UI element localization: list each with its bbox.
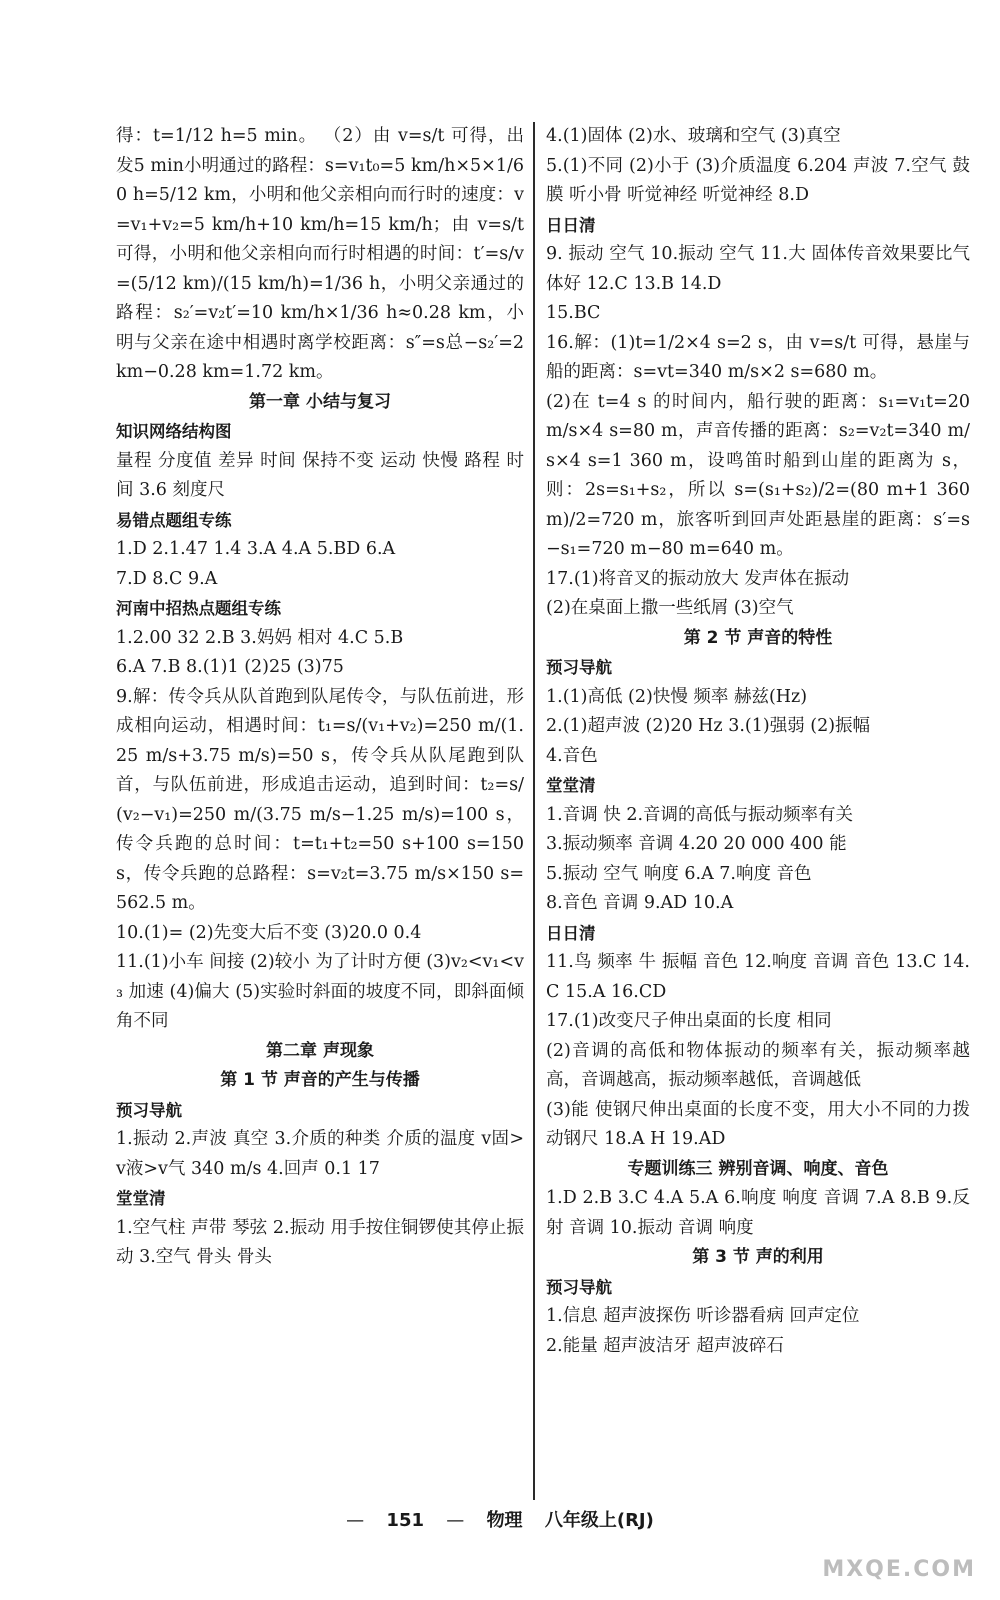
answer-paragraph: 17.(1)改变尺子伸出桌面的长度 相同 <box>546 1011 832 1031</box>
section-heading: 河南中招热点题组专练 <box>116 599 281 618</box>
section-heading: 易错点题组专练 <box>116 510 232 530</box>
watermark-logo: MXQE.COM <box>822 1557 976 1582</box>
answer-paragraph: 1.(1)高低 (2)快慢 频率 赫兹(Hz) <box>546 686 808 707</box>
answer-paragraph: 2.(1)超声波 (2)20 Hz 3.(1)强弱 (2)振幅 <box>546 716 871 736</box>
section-heading: 预习导航 <box>546 1277 612 1297</box>
answer-paragraph: 9.解：传令兵从队首跑到队尾传令，与队伍前进，形成相向运动，相遇时间：t₁=s/(v₁+v₂)=250 m/(1.25 m/s+3.75 m/s)=50 s，传令兵从队尾跑到队首，与队伍前进，形成追击运动，追到时间：t₂=s/(v₂−v₁)=250 m/(3.75 m/s−1.25 m/s)=100 s，传令兵跑的总时间：t=t₁+t₂=50 s+100 s=150 s，传令兵跑的总路程：s=v₂t=3.75 m/s×150 s=562.5 m。 <box>116 686 524 913</box>
section-heading: 堂堂清 <box>546 776 596 795</box>
chapter-heading: 第一章 小结与复习 <box>249 391 391 412</box>
answer-paragraph: 1.信息 超声波探伤 听诊器看病 回声定位 <box>546 1306 860 1326</box>
footer-dash-right: — <box>446 1510 465 1531</box>
chapter-heading: 第 2 节 声音的特性 <box>683 627 833 648</box>
answer-paragraph: (3)能 使钢尺伸出桌面的长度不变，用大小不同的力拨动钢尺 18.A H 19.AD <box>546 1099 970 1149</box>
answer-paragraph: 11.鸟 频率 牛 振幅 音色 12.响度 音调 音色 13.C 14.C 15.A 16.CD <box>546 952 970 1002</box>
answer-paragraph: (2)在桌面上撒一些纸屑 (3)空气 <box>546 598 794 618</box>
answer-paragraph: 2.能量 超声波洁牙 超声波碎石 <box>546 1335 784 1356</box>
answer-paragraph: (2)在 t=4 s 的时间内，船行驶的距离：s₁=v₁t=20 m/s×4 s=80 m，声音传播的距离：s₂=v₂t=340 m/s×4 s=1 360 m，设鸣笛时船到山崖的距离为 s，则：2s=s₁+s₂，所以 s=(s₁+s₂)/2=(80 m+1 360 m)/2=720 m，旅客听到回声处距悬崖的距离：s′=s−s₁=720 m−80 m=640 m。 <box>546 391 970 559</box>
answer-paragraph: 16.解：(1)t=1/2×4 s=2 s，由 v=s/t 可得，悬崖与船的距离：s=vt=340 m/s×2 s=680 m。 <box>546 332 970 382</box>
answer-paragraph: 量程 分度值 差异 时间 保持不变 运动 快慢 路程 时间 3.6 刻度尺 <box>116 450 524 500</box>
answer-paragraph: 1.音调 快 2.音调的高低与振动频率有关 <box>546 804 854 825</box>
chapter-heading: 第 1 节 声音的产生与传播 <box>220 1070 420 1090</box>
answer-paragraph: 9. 振动 空气 10.振动 空气 11.大 固体传音效果要比气体好 12.C 13.B 14.D <box>546 244 970 294</box>
answer-paragraph: 1.D 2.B 3.C 4.A 5.A 6.响度 响度 音调 7.A 8.B 9.反射 音调 10.振动 音调 响度 <box>546 1188 970 1238</box>
answer-paragraph: 4.(1)固体 (2)水、玻璃和空气 (3)真空 <box>546 126 841 146</box>
answer-paragraph: 5.(1)不同 (2)小于 (3)介质温度 6.204 声波 7.空气 鼓膜 听小骨 听觉神经 听觉神经 8.D <box>546 155 970 205</box>
answer-paragraph: 4.音色 <box>546 745 598 766</box>
chapter-heading: 专题训练三 辨别音调、响度、音色 <box>627 1158 889 1179</box>
answer-paragraph: 7.D 8.C 9.A <box>116 568 218 589</box>
answer-paragraph: (2)音调的高低和物体振动的频率有关，振动频率越高，音调越高，振动频率越低，音调越低 <box>546 1040 970 1090</box>
answer-paragraph: 1.D 2.1.47 1.4 3.A 4.A 5.BD 6.A <box>116 539 396 559</box>
answer-paragraph: 1.空气柱 声带 琴弦 2.振动 用手按住铜锣使其停止振动 3.空气 骨头 骨头 <box>116 1217 524 1267</box>
right-column <box>546 122 970 1361</box>
footer-grade: 八年级上(RJ) <box>544 1510 654 1531</box>
answer-paragraph: 17.(1)将音叉的振动放大 发声体在振动 <box>546 568 850 589</box>
section-heading: 日日清 <box>546 215 596 235</box>
answer-paragraph: 15.BC <box>546 303 601 323</box>
left-column <box>116 122 524 1273</box>
footer-subject: 物理 <box>486 1510 523 1531</box>
answer-paragraph: 1.振动 2.声波 真空 3.介质的种类 介质的温度 v固>v液>v气 340 m/s 4.回声 0.1 17 <box>116 1129 524 1179</box>
page-footer <box>0 1506 1000 1532</box>
answer-paragraph: 5.振动 空气 响度 6.A 7.响度 音色 <box>546 863 812 884</box>
answer-paragraph: 得：t=1/12 h=5 min。 （2）由 v=s/t 可得，出发5 min小明通过的路程：s=v₁t₀=5 km/h×5×1/60 h=5/12 km，小明和他父亲相向而行时的速度：v=v₁+v₂=5 km/h+10 km/h=15 km/h；由 v=s/t 可得，小明和他父亲相向而行时相遇的时间：t′=s/v=(5/12 km)/(15 km/h)=1/36 h，小明父亲通过的路程：s₂′=v₂t′=10 km/h×1/36 h≈0.28 km，小明与父亲在途中相遇时离学校距离：s″=s总−s₂′=2 km−0.28 km=1.72 km。 <box>116 126 524 382</box>
answer-paragraph: 1.2.00 32 2.B 3.妈妈 相对 4.C 5.B <box>116 627 404 648</box>
chapter-heading: 第二章 声现象 <box>266 1040 374 1061</box>
section-heading: 日日清 <box>546 923 596 943</box>
page-number: 151 <box>386 1510 424 1531</box>
section-heading: 预习导航 <box>546 658 612 677</box>
column-divider <box>533 122 535 1500</box>
chapter-heading: 第 3 节 声的利用 <box>692 1247 824 1267</box>
footer-dash-left: — <box>346 1510 365 1531</box>
answer-paragraph: 11.(1)小车 间接 (2)较小 为了计时方便 (3)v₂<v₁<v₃ 加速 (4)偏大 (5)实验时斜面的坡度不同，即斜面倾角不同 <box>116 952 524 1031</box>
section-heading: 预习导航 <box>116 1100 182 1120</box>
answer-paragraph: 8.音色 音调 9.AD 10.A <box>546 893 734 913</box>
section-heading: 知识网络结构图 <box>116 422 232 441</box>
answer-paragraph: 10.(1)= (2)先变大后不变 (3)20.0 0.4 <box>116 922 422 943</box>
answer-paragraph: 3.振动频率 音调 4.20 20 000 400 能 <box>546 834 847 854</box>
section-heading: 堂堂清 <box>116 1189 166 1208</box>
answer-paragraph: 6.A 7.B 8.(1)1 (2)25 (3)75 <box>116 657 344 677</box>
